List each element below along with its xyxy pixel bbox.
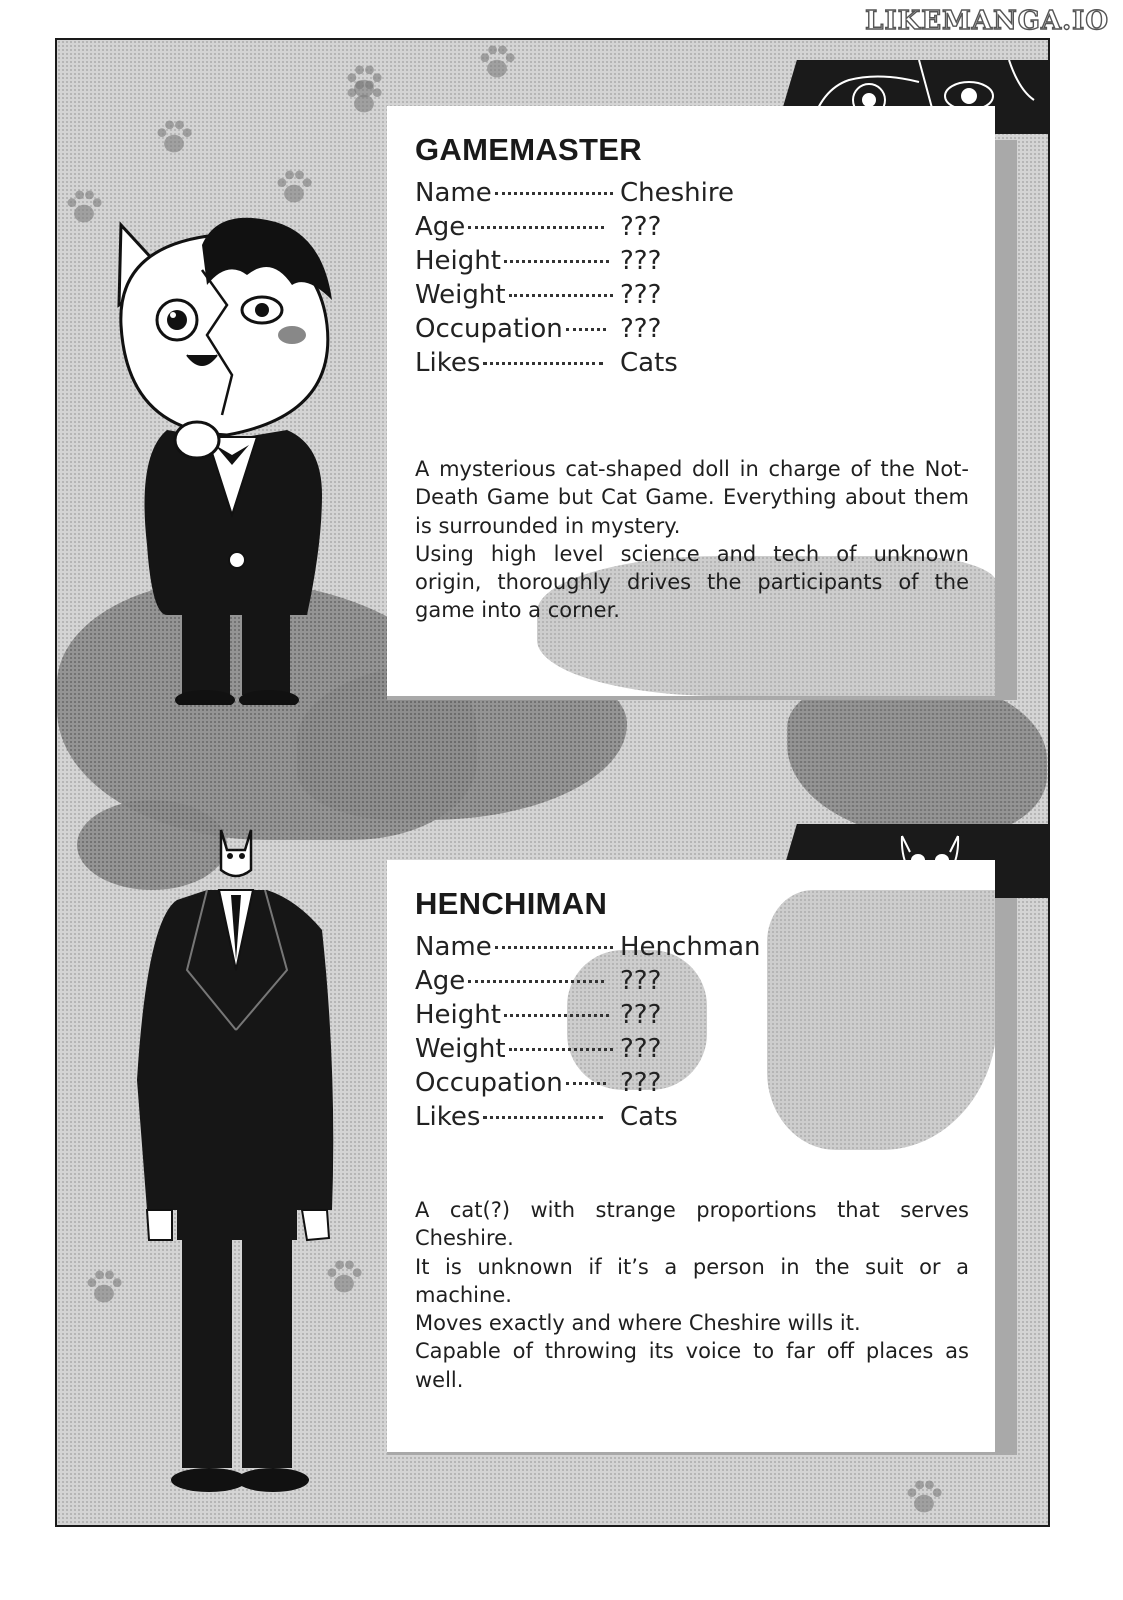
stat-value: Cats	[620, 1102, 678, 1132]
stat-label: Height	[415, 1000, 501, 1030]
henchman-profile-card	[387, 860, 995, 1452]
stats-list	[415, 178, 969, 382]
stat-value: ???	[620, 1034, 662, 1064]
description-paragraph: Capable of throwing its voice to far off places as well.	[415, 1339, 969, 1392]
character-description	[415, 455, 969, 625]
stat-label: Likes	[415, 1102, 481, 1132]
paw-print-icon	[475, 40, 519, 84]
stat-label: Age	[415, 212, 466, 242]
stat-value: ???	[620, 246, 662, 276]
paw-print-icon	[82, 1265, 126, 1309]
paw-print-icon	[342, 75, 386, 119]
world-map-landmass	[787, 680, 1047, 840]
cheshire-illustration	[107, 215, 367, 705]
site-watermark: LIKEMANGA.IO	[865, 6, 1109, 36]
stats-list	[415, 932, 969, 1136]
stat-row-occupation	[415, 314, 969, 348]
card-title: HENCHIMAN	[415, 886, 608, 921]
stat-row-age	[415, 212, 969, 246]
stat-row-occupation	[415, 1068, 969, 1102]
stat-row-name	[415, 178, 969, 212]
stat-label: Occupation	[415, 314, 563, 344]
stat-value: Cats	[620, 348, 678, 378]
character-description	[415, 1196, 969, 1394]
stat-value: ???	[620, 212, 662, 242]
stat-label: Height	[415, 246, 501, 276]
profile-page	[55, 38, 1050, 1527]
stat-label: Age	[415, 966, 466, 996]
henchman-illustration	[137, 820, 367, 1500]
stat-row-height	[415, 246, 969, 280]
stat-label: Weight	[415, 280, 506, 310]
stat-label: Name	[415, 932, 492, 962]
description-paragraph: Using high level science and tech of unknown origin, thoroughly drives the participants of the game into a corner.	[415, 541, 969, 623]
stat-row-weight	[415, 280, 969, 314]
description-paragraph: Moves exactly and where Cheshire wills it.	[415, 1311, 861, 1336]
stat-row-name	[415, 932, 969, 966]
stat-row-weight	[415, 1034, 969, 1068]
stat-label: Name	[415, 178, 492, 208]
stat-label: Weight	[415, 1034, 506, 1064]
stat-value: Cheshire	[620, 178, 734, 208]
stat-value: ???	[620, 966, 662, 996]
stat-value: ???	[620, 280, 662, 310]
stat-row-age	[415, 966, 969, 1000]
stat-value: ???	[620, 1000, 662, 1030]
paw-print-icon	[62, 185, 106, 229]
stat-value: ???	[620, 1068, 662, 1098]
stat-row-height	[415, 1000, 969, 1034]
description-paragraph: It is unknown if it’s a person in the suit or a machine.	[415, 1254, 969, 1307]
paw-print-icon	[902, 1475, 946, 1519]
stat-row-likes	[415, 348, 969, 382]
stat-row-likes	[415, 1102, 969, 1136]
stat-label: Likes	[415, 348, 481, 378]
stat-value: ???	[620, 314, 662, 344]
gamemaster-profile-card	[387, 106, 995, 696]
description-paragraph: A cat(?) with strange proportions that serves Cheshire.	[415, 1198, 969, 1251]
description-paragraph: A mysterious cat-shaped doll in charge of the Not-Death Game but Cat Game. Everything about them is surrounded in mystery.	[415, 457, 969, 538]
card-title: GAMEMASTER	[415, 132, 642, 167]
stat-label: Occupation	[415, 1068, 563, 1098]
paw-print-icon	[272, 165, 316, 209]
paw-print-icon	[152, 115, 196, 159]
stat-value: Henchman	[620, 932, 761, 962]
